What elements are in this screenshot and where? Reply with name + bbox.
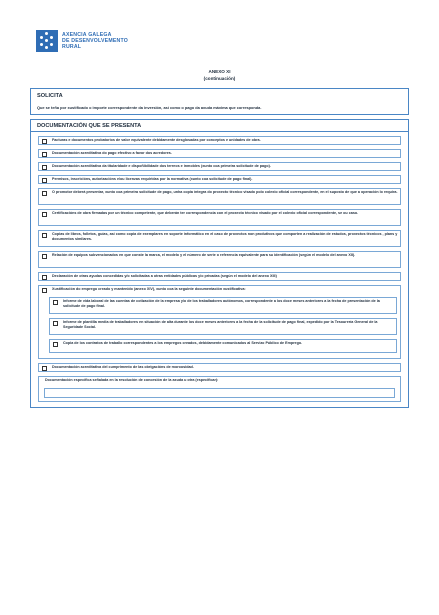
doc-item (38, 272, 401, 281)
checkbox[interactable] (53, 321, 58, 326)
doc-item-label: O promotor deberá presentar, xunto coa primeira solicitude de pago, unha copia íntegra do proxecto técnico visado polo colexio oficial correspondente, en el suposto de que a operación lo requira. (52, 189, 398, 194)
doc-item (38, 209, 401, 226)
doc-item-label: Copias de libros, folletos, guías, así como copia de exemplares en soporte informático en el caso de proxectos non produtivos que comporten a realización de estudos, proxectos técnicos , plans y documentos similares. (52, 231, 398, 241)
section-divider (31, 131, 408, 132)
checkbox[interactable] (42, 165, 47, 170)
solicita-title: SOLICITA (37, 93, 63, 99)
doc-subitem (49, 297, 397, 314)
doc-item (38, 149, 401, 158)
other-specify-field[interactable] (44, 388, 395, 398)
doc-item-label: Relación de equipos subvencionados en que conste la marca, el modelo y el número de serie o referencia equivalente para su identificación (según el modelo del anexo XII). (52, 252, 356, 257)
doc-item (38, 188, 401, 205)
checkbox[interactable] (42, 254, 47, 259)
documentation-title: DOCUMENTACIÓN QUE SE PRESENTA (37, 123, 142, 129)
doc-subitem-label: Copia de los contratos de traballo correspondentes a los empregos creados, debidamente comunicados al Servizo Público de Emprego. (63, 340, 303, 345)
logo-line: AXENCIA GALEGA (62, 32, 112, 38)
doc-item (38, 251, 401, 268)
doc-item (38, 136, 401, 145)
doc-item (38, 162, 401, 171)
doc-item-label: Declaración de otras ayudas concedidas y/o solicitadas a otras entidades públicas y/o privadas (según el modelo del anexo XIII) (52, 273, 277, 278)
checkbox[interactable] (42, 191, 47, 196)
checkbox[interactable] (53, 300, 58, 305)
checkbox[interactable] (42, 178, 47, 183)
doc-item-label: Permisos, inscricións, autorizacións e/ou licenzas requiridas por la normativa (xunto coa solicitude de pago final). (52, 176, 253, 181)
doc-subitem-label: Informe de plantilla media de traballadores en situación de alta durante los doce meses anteriores a la fecha de la solicitude de pago final, expedido por la Tesourería General de la Seguridade Social. (63, 319, 378, 329)
doc-item-label: Documentación acreditativa da titularidade e dispoñibilidade dos terreos e inmobles (xunto coa primeira solicitude de pago). (52, 163, 271, 168)
doc-subitem (49, 339, 397, 353)
annex-subtitle: (continuación) (203, 76, 236, 81)
logo-line: RURAL (62, 44, 82, 50)
checkbox[interactable] (42, 233, 47, 238)
doc-item-label: Facturas e documentos probatorios de valor equivalente debidamente desglosadas por conceptos e unidades de obra. (52, 137, 261, 142)
doc-item-label: Documentación acreditativa del cumprimento de las obrigacións de moroosidad. (52, 364, 194, 369)
checkbox[interactable] (42, 212, 47, 217)
logo-emblem-icon (36, 30, 58, 52)
documentation-section (30, 119, 409, 408)
logo (36, 30, 128, 52)
other-label: Documentación específica señalada en la resolución de concesión de la axuda u otra (especificar): (45, 377, 219, 382)
solicita-text: Que se teña por xustificado o importe correspondente da inversión, así como o pago da axuda máxima que corresponda. (37, 105, 262, 110)
doc-item-label: Xustificación do emprego creado y mantenido (anexo XIV), xunto coa la seguinte documentación xustificativa: (52, 286, 246, 291)
logo-line: DE DESENVOLVEMENTO (62, 38, 128, 44)
doc-item (38, 363, 401, 372)
checkbox[interactable] (42, 366, 47, 371)
annex-title: ANEXO XI (208, 69, 231, 74)
doc-subitem-label: Informe de vida laboral de las cuentas de cotización de la empresa y/o de los traballadores autónomos, correspondente a los doce meses anteriores a la fecha de presentación de la solicitude de pago final. (63, 298, 380, 308)
doc-item (38, 230, 401, 247)
doc-item-label: Certificacións de obra firmadas por un técnico competente, que deberán ter correspondencia con el proxecto técnico visado por el colexio oficial correspondente, se ou caso. (52, 210, 359, 215)
logo-text (62, 32, 128, 50)
checkbox[interactable] (42, 139, 47, 144)
solicita-section (30, 88, 409, 115)
checkbox[interactable] (42, 275, 47, 280)
checkbox[interactable] (42, 288, 47, 293)
checkbox[interactable] (42, 152, 47, 157)
doc-item-label: Documentación acreditativa do pago efectivo a favor dos acredores. (52, 150, 172, 155)
checkbox[interactable] (53, 342, 58, 347)
doc-item (38, 175, 401, 184)
doc-subitem (49, 318, 397, 335)
